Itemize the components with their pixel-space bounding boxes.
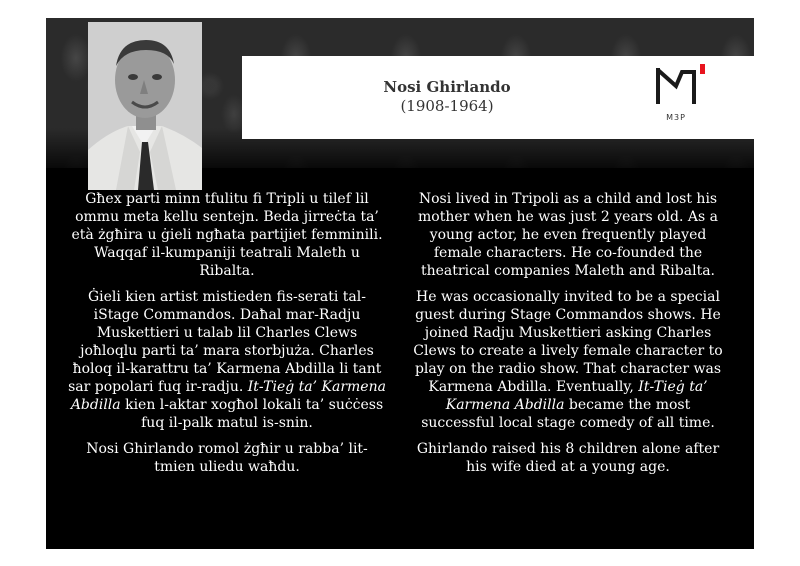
- english-paragraph-3: Ghirlando raised his 8 children alone after his wife died at a young age.: [416, 441, 720, 475]
- maltese-paragraph-3: Nosi Ghirlando romol żgħir u rabba’ lit-tmien uliedu waħdu.: [86, 441, 368, 475]
- logo-text: M3P: [666, 113, 686, 122]
- english-paragraph-2: He was occasionally invited to be a special guest during Stage Commandos shows. He joined Radju Muskettieri asking Charles Clews to create a lively female character to play on the radio show. That character was Karmena Abdilla. Eventually, It-Tieġ ta’ Karmena Abdilla became the most successful local stage comedy of all time.: [413, 289, 723, 431]
- maltese-text-column: [68, 190, 386, 484]
- maltese-paragraph-2: Ġieli kien artist mistieden fis-serati tal-iStage Commandos. Daħal mar-Radju Muskettieri u talab lil Charles Clews joħloqlu parti ta’ mara storbjuża. Charles ħoloq il-karattru ta’ Karmena Abdilla li tant sar popolari fuq ir-radju. It-Tieġ ta’ Karmena Abdilla kien l-aktar xogħol lokali ta’ suċċess fuq il-palk matul is-snin.: [68, 289, 386, 431]
- slide: [46, 18, 754, 549]
- play-title: It-Tieġ ta’ Karmena Abdilla: [70, 379, 386, 413]
- portrait-photo: [88, 22, 202, 190]
- english-text-column: [409, 190, 727, 484]
- maltese-paragraph-1: Għex parti minn tfulitu fi Tripli u tilef lil ommu meta kellu sentejn. Beda jirreċta ta’ età żgħira u ġieli ngħata partijiet femminili. Waqqaf il-kumpaniji teatrali Maleth u Ribalta.: [71, 191, 383, 279]
- play-title: It-Tieġ ta’ Karmena Abdilla: [445, 379, 708, 413]
- person-name: Nosi Ghirlando: [383, 78, 511, 96]
- english-paragraph-1: Nosi lived in Tripoli as a child and lost his mother when he was just 2 years old. As a young actor, he even frequently played female characters. He co-founded the theatrical companies Maleth and Ribalta.: [418, 191, 718, 279]
- life-years: (1908-1964): [400, 97, 494, 115]
- m3p-logo: [654, 64, 710, 128]
- title-box: [242, 56, 754, 139]
